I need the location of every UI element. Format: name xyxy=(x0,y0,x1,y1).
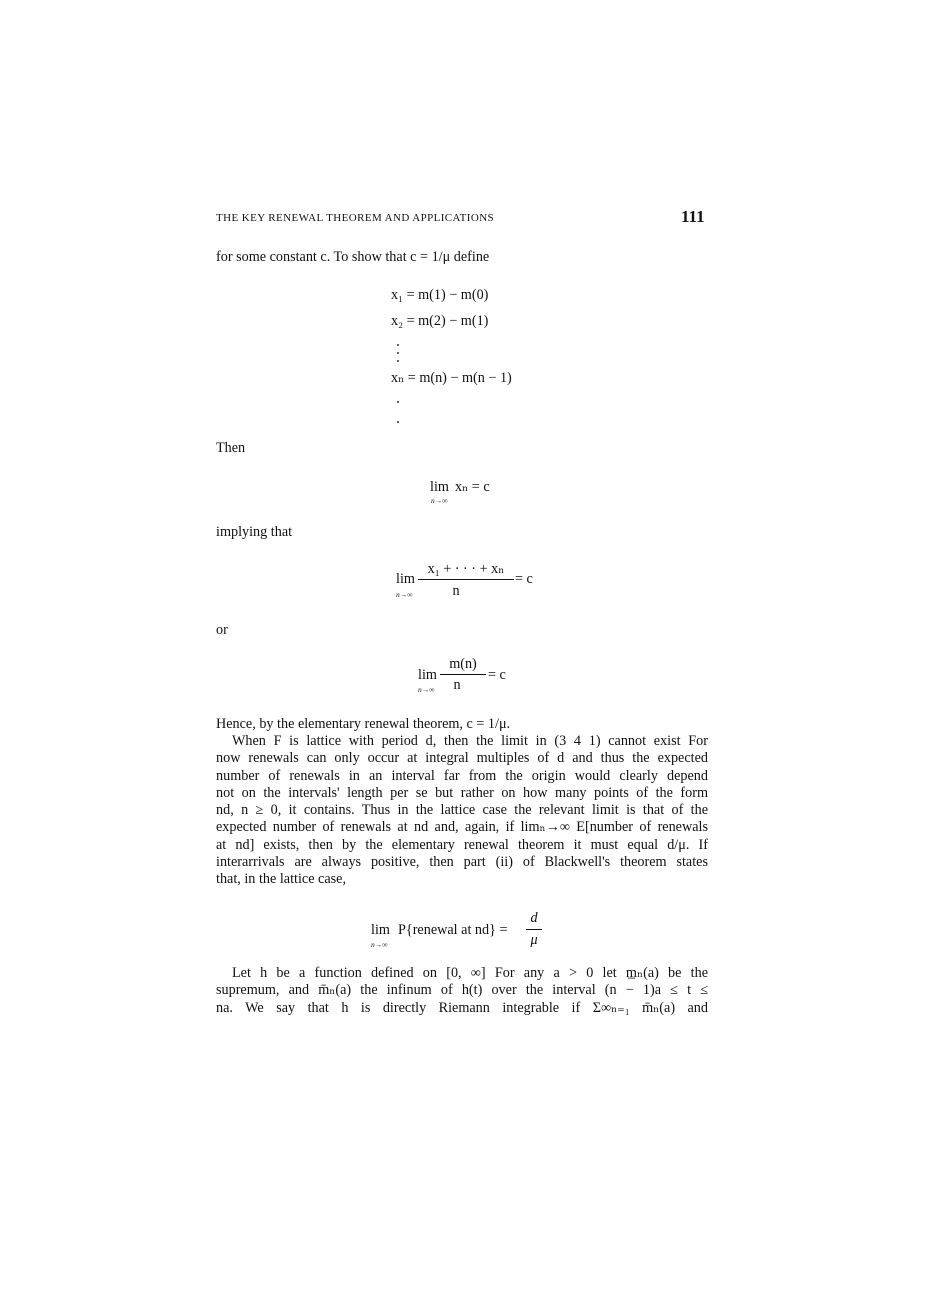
lim-operator: lim xyxy=(371,922,390,938)
paragraph-line: number of renewals in an interval far from the origin would clearly depend xyxy=(216,767,708,784)
fraction-denominator: μ xyxy=(530,932,538,948)
equation-rhs: = c xyxy=(488,667,506,683)
definition-xn: xₙ = m(n) − m(n − 1) xyxy=(391,370,512,386)
fraction-numerator: d xyxy=(530,910,538,926)
vertical-ellipsis-dot xyxy=(397,360,399,362)
vertical-ellipsis-dot xyxy=(397,401,399,403)
paragraph-line: at nd] exists, then by the elementary renewal theorem it must equal d/μ. If xyxy=(216,836,708,853)
lattice-paragraph xyxy=(216,733,708,889)
intro-line: for some constant c. To show that c = 1/μ define xyxy=(216,249,490,265)
equation-body: xₙ = c xyxy=(455,479,490,495)
fraction-bar xyxy=(526,929,542,930)
lim-operator: lim xyxy=(418,667,437,683)
lim-subscript: n→∞ xyxy=(396,590,413,599)
running-title: THE KEY RENEWAL THEOREM AND APPLICATIONS xyxy=(216,212,495,224)
fraction-numerator: m(n) xyxy=(449,656,477,672)
definition-x1: x₁ = m(1) − m(0) xyxy=(391,287,489,303)
paragraph-line: that, in the lattice case, xyxy=(216,871,346,888)
lim-subscript: n→∞ xyxy=(371,940,388,949)
fraction-denominator: n xyxy=(453,677,461,693)
vertical-ellipsis-dot xyxy=(397,421,399,423)
fraction-denominator: n xyxy=(452,583,460,599)
lim-subscript: n→∞ xyxy=(418,685,435,694)
paragraph-line: nd, n ≥ 0, it contains. Thus in the lattice case the relevant limit is that of the xyxy=(216,802,708,819)
paragraph-line: interarrivals are always positive, then part (ii) of Blackwell's theorem states xyxy=(216,854,708,871)
hence-line: Hence, by the elementary renewal theorem, c = 1/μ. xyxy=(216,716,511,732)
fraction-numerator: x₁ + · · · + xₙ xyxy=(427,561,505,577)
definition-x2: x₂ = m(2) − m(1) xyxy=(391,313,489,329)
or-label: or xyxy=(216,622,228,638)
lim-subscript: n→∞ xyxy=(431,496,448,505)
vertical-ellipsis-dot xyxy=(397,352,399,354)
then-label: Then xyxy=(216,440,246,456)
paragraph-line: na. We say that h is directly Riemann integrable if Σ∞ₙ₌₁ m̄ₙ(a) and xyxy=(216,999,708,1016)
lim-operator: lim xyxy=(396,571,415,587)
fraction-bar xyxy=(440,674,486,675)
equation-body: P{renewal at nd} = xyxy=(398,922,508,938)
riemann-paragraph xyxy=(216,965,708,1017)
paragraph-line: now renewals can only occur at integral multiples of d and thus the expected xyxy=(216,750,708,767)
fraction-bar xyxy=(418,579,514,580)
vertical-ellipsis-dot xyxy=(397,344,399,346)
implying-label: implying that xyxy=(216,524,293,540)
lim-operator: lim xyxy=(430,479,449,495)
paragraph-line: not on the intervals' length per se but rather on how many points of the form xyxy=(216,784,708,801)
paragraph-line: supremum, and m̄ₙ(a) the infinum of h(t) over the interval (n − 1)a ≤ t ≤ xyxy=(216,982,708,999)
paragraph-line: expected number of renewals at nd and, again, if limₙ→∞ E[number of renewals xyxy=(216,819,708,836)
equation-rhs: = c xyxy=(515,571,533,587)
paragraph-line: When F is lattice with period d, then the limit in (3 4 1) cannot exist For xyxy=(232,733,708,749)
paragraph-line: Let h be a function defined on [0, ∞] For any a > 0 let m̲ₙ(a) be the xyxy=(232,965,708,981)
page-number: 111 xyxy=(681,207,705,226)
